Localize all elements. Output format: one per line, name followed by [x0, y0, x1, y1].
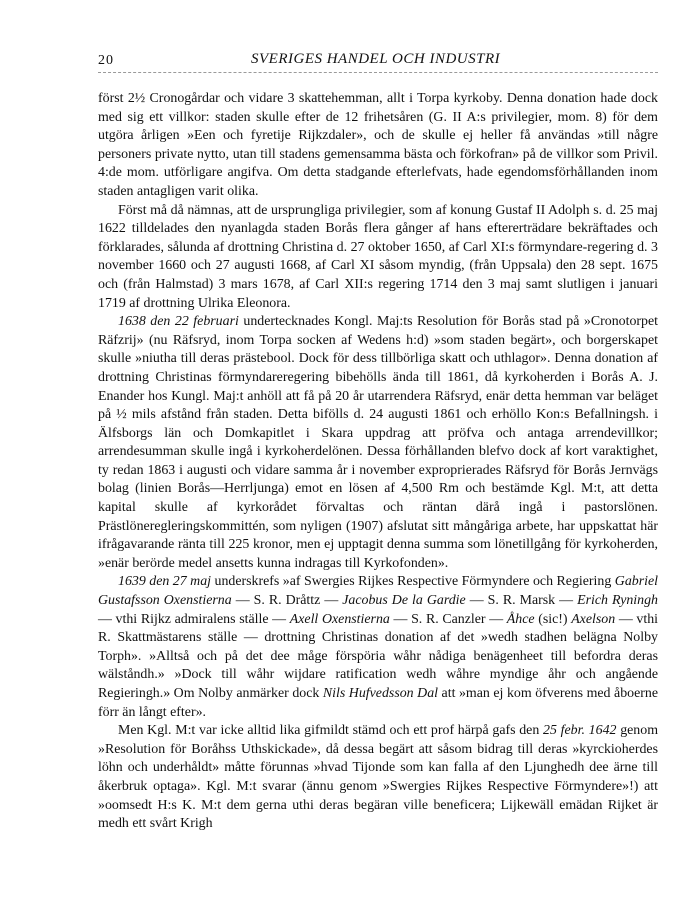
text-run: Men Kgl. M:t var icke alltid lika gifmildt stämd och ett prof härpå gafs den — [118, 723, 544, 739]
body-text — [98, 90, 658, 834]
paragraph — [98, 90, 658, 202]
italic-text: 1638 den 22 februari — [118, 314, 239, 330]
text-run: — vthi Rijkz admiralens ställe — — [98, 611, 290, 627]
text-run: först 2½ Cronogårdar och vidare 3 skattehemman, allt i Torpa kyrkoby. Denna donation hade dock med sig ett villkor: staden skulle efter de 12 frihetsåren (G. II A:s privilegier, mom. 8) för dem utgöra årligen »Een och fyretije Rijkzdaler», och de skulle ej heller få användas »till någre personers private nytto, utan till stadens gemensamma bästa och förkofran» på de villkor som Privil. 4:de mom. utförligare angifva. Om detta stadgande efterlefvats, hade egendomsförhållanden inom staden antagligen varit olika. — [98, 91, 658, 199]
running-head — [98, 51, 658, 73]
text-run: underskrefs »af Swergies Rijkes Respective Förmyndere och Regiering — [211, 574, 615, 590]
italic-text: Erich Ryningh — [577, 593, 659, 609]
header-rule — [98, 72, 658, 73]
text-run: — vthi R. Skattmästarens ställe — drottning Christinas donation af det »wedh stadhen belägna Nolby Torph». »Alltså och på det dee måge förspöria wåhr nådiga benägenheet till befordra deras wälståndh.» »Dock till wåhr wijdare ratification wedh wåhre myndige åhr och angående Regieringh.» Om Nolby anmärker dock — [98, 611, 659, 701]
italic-text: Axelson — [571, 611, 616, 627]
italic-text: 1639 den 27 maj — [118, 574, 212, 590]
text-run: (sic!) — [534, 611, 572, 627]
text-run: undertecknades Kongl. Maj:ts Resolution för Borås stad på »Cronotorpet Räfzrij» (nu Räfsryd, inom Torpa socken af Wedens h:d) »som staden begärt», och borgerskapet skulle »niutha till deras prästebool. Dock för dess tillbörliga skatt och uthlagor». Denna donation af drottning Christinas förmyndareregering bibehölls ända till 1861, då kyrkoherden i Borås A. J. Enander hos Kungl. Maj:t anhöll att få på 20 år utarrendera Räfsryd, enär detta hemman var beläget på ½ mils afstånd från staden. Detta bifölls d. 24 augusti 1861 och erhöllo Kon:s Befallningsh. i Älfsborgs län och Domkapitlet i Skara uppdrag att pröfva och antaga arrendevillkor; arrendesumman skulle ingå i kyrkoherdelönen. Dessa förhållanden blefvo dock af kort varaktighet, ty redan 1863 i augusti och vidare samma år i november exproprierades Räfsryd för Borås Jernvägs bolag (linien Borås—Herrljunga) emot en lösen af 4,500 Rm och bestämde Kgl. M:t, att detta kapital skulle af kyrkorådet förvaltas och räntan därå ingå i pastorslönen. Prästlöneregleringskommittén, som nyligen (1907) afslutat sitt mångåriga arbete, har uppskattat här ifrågavarande ränta till 225 kronor, men ej upptagit denna summa som lönetillgång för kyrkoherden, »enär berörde medel ansetts kunna indragas till Kyrkofonden». — [98, 314, 658, 571]
italic-text: Axell Oxenstierna — [289, 611, 390, 627]
text-run: att »man ej kom öfverens med åboerne förr än långt efter». — [98, 686, 658, 720]
text-run: — S. R. Dråttz — — [231, 593, 343, 609]
italic-text: Gabriel Gustafsson Oxenstierna — [98, 574, 658, 609]
text-run: genom »Resolution för Boråhss Uthskickade», då dessa begärt att såsom bidrag till deras »kyrckioherdes löhn och underhåldt» måtte förunnas »hvad Tijonde som kan falla af den Ljunghedh dee ärne till åkerbruk optaga». Kgl. M:t svarar (ännu genom »Swergies Rijkes Respective Förmyndere»!) att »oomsedt H:s K. M:t dem gerna uthi deras begäran ville beneficera; Lijkewäll emädan Rijket är medh ett svårt Krigh — [98, 723, 658, 832]
paragraph — [98, 313, 658, 573]
paragraph — [98, 722, 658, 834]
italic-text: Nils Hufvedsson Dal — [322, 686, 439, 701]
italic-text: 25 febr. 1642 — [543, 723, 617, 739]
text-run: Först må då nämnas, att de ursprungliga privilegier, som af konung Gustaf II Adolph s. d. 25 maj 1622 tilldelades den nyanlagda staden Borås flera gånger af hans eftererträdare bekräftades och förklarades, sålunda af drottning Christina d. 27 oktober 1650, af Carl XI:s förmyndare-regering d. 3 november 1660 och 27 augusti 1668, af Carl XI såsom myndig, (från Uppsala) den 28 sept. 1675 och (från Halmstad) 3 mars 1678, af Carl XII:s regering 1714 den 3 maj samt slutligen i januari 1719 af drottning Ulrika Eleonora. — [98, 202, 658, 311]
italic-text: Åhce — [506, 611, 535, 627]
running-title: SVERIGES HANDEL OCH INDUSTRI — [251, 51, 501, 67]
paragraph — [98, 573, 658, 722]
text-run: — S. R. Marsk — — [465, 593, 578, 609]
paragraph — [98, 202, 658, 314]
text-run: — S. R. Canzler — — [389, 611, 507, 627]
page-number: 20 — [98, 53, 114, 68]
italic-text: Jacobus De la Gardie — [342, 593, 466, 609]
